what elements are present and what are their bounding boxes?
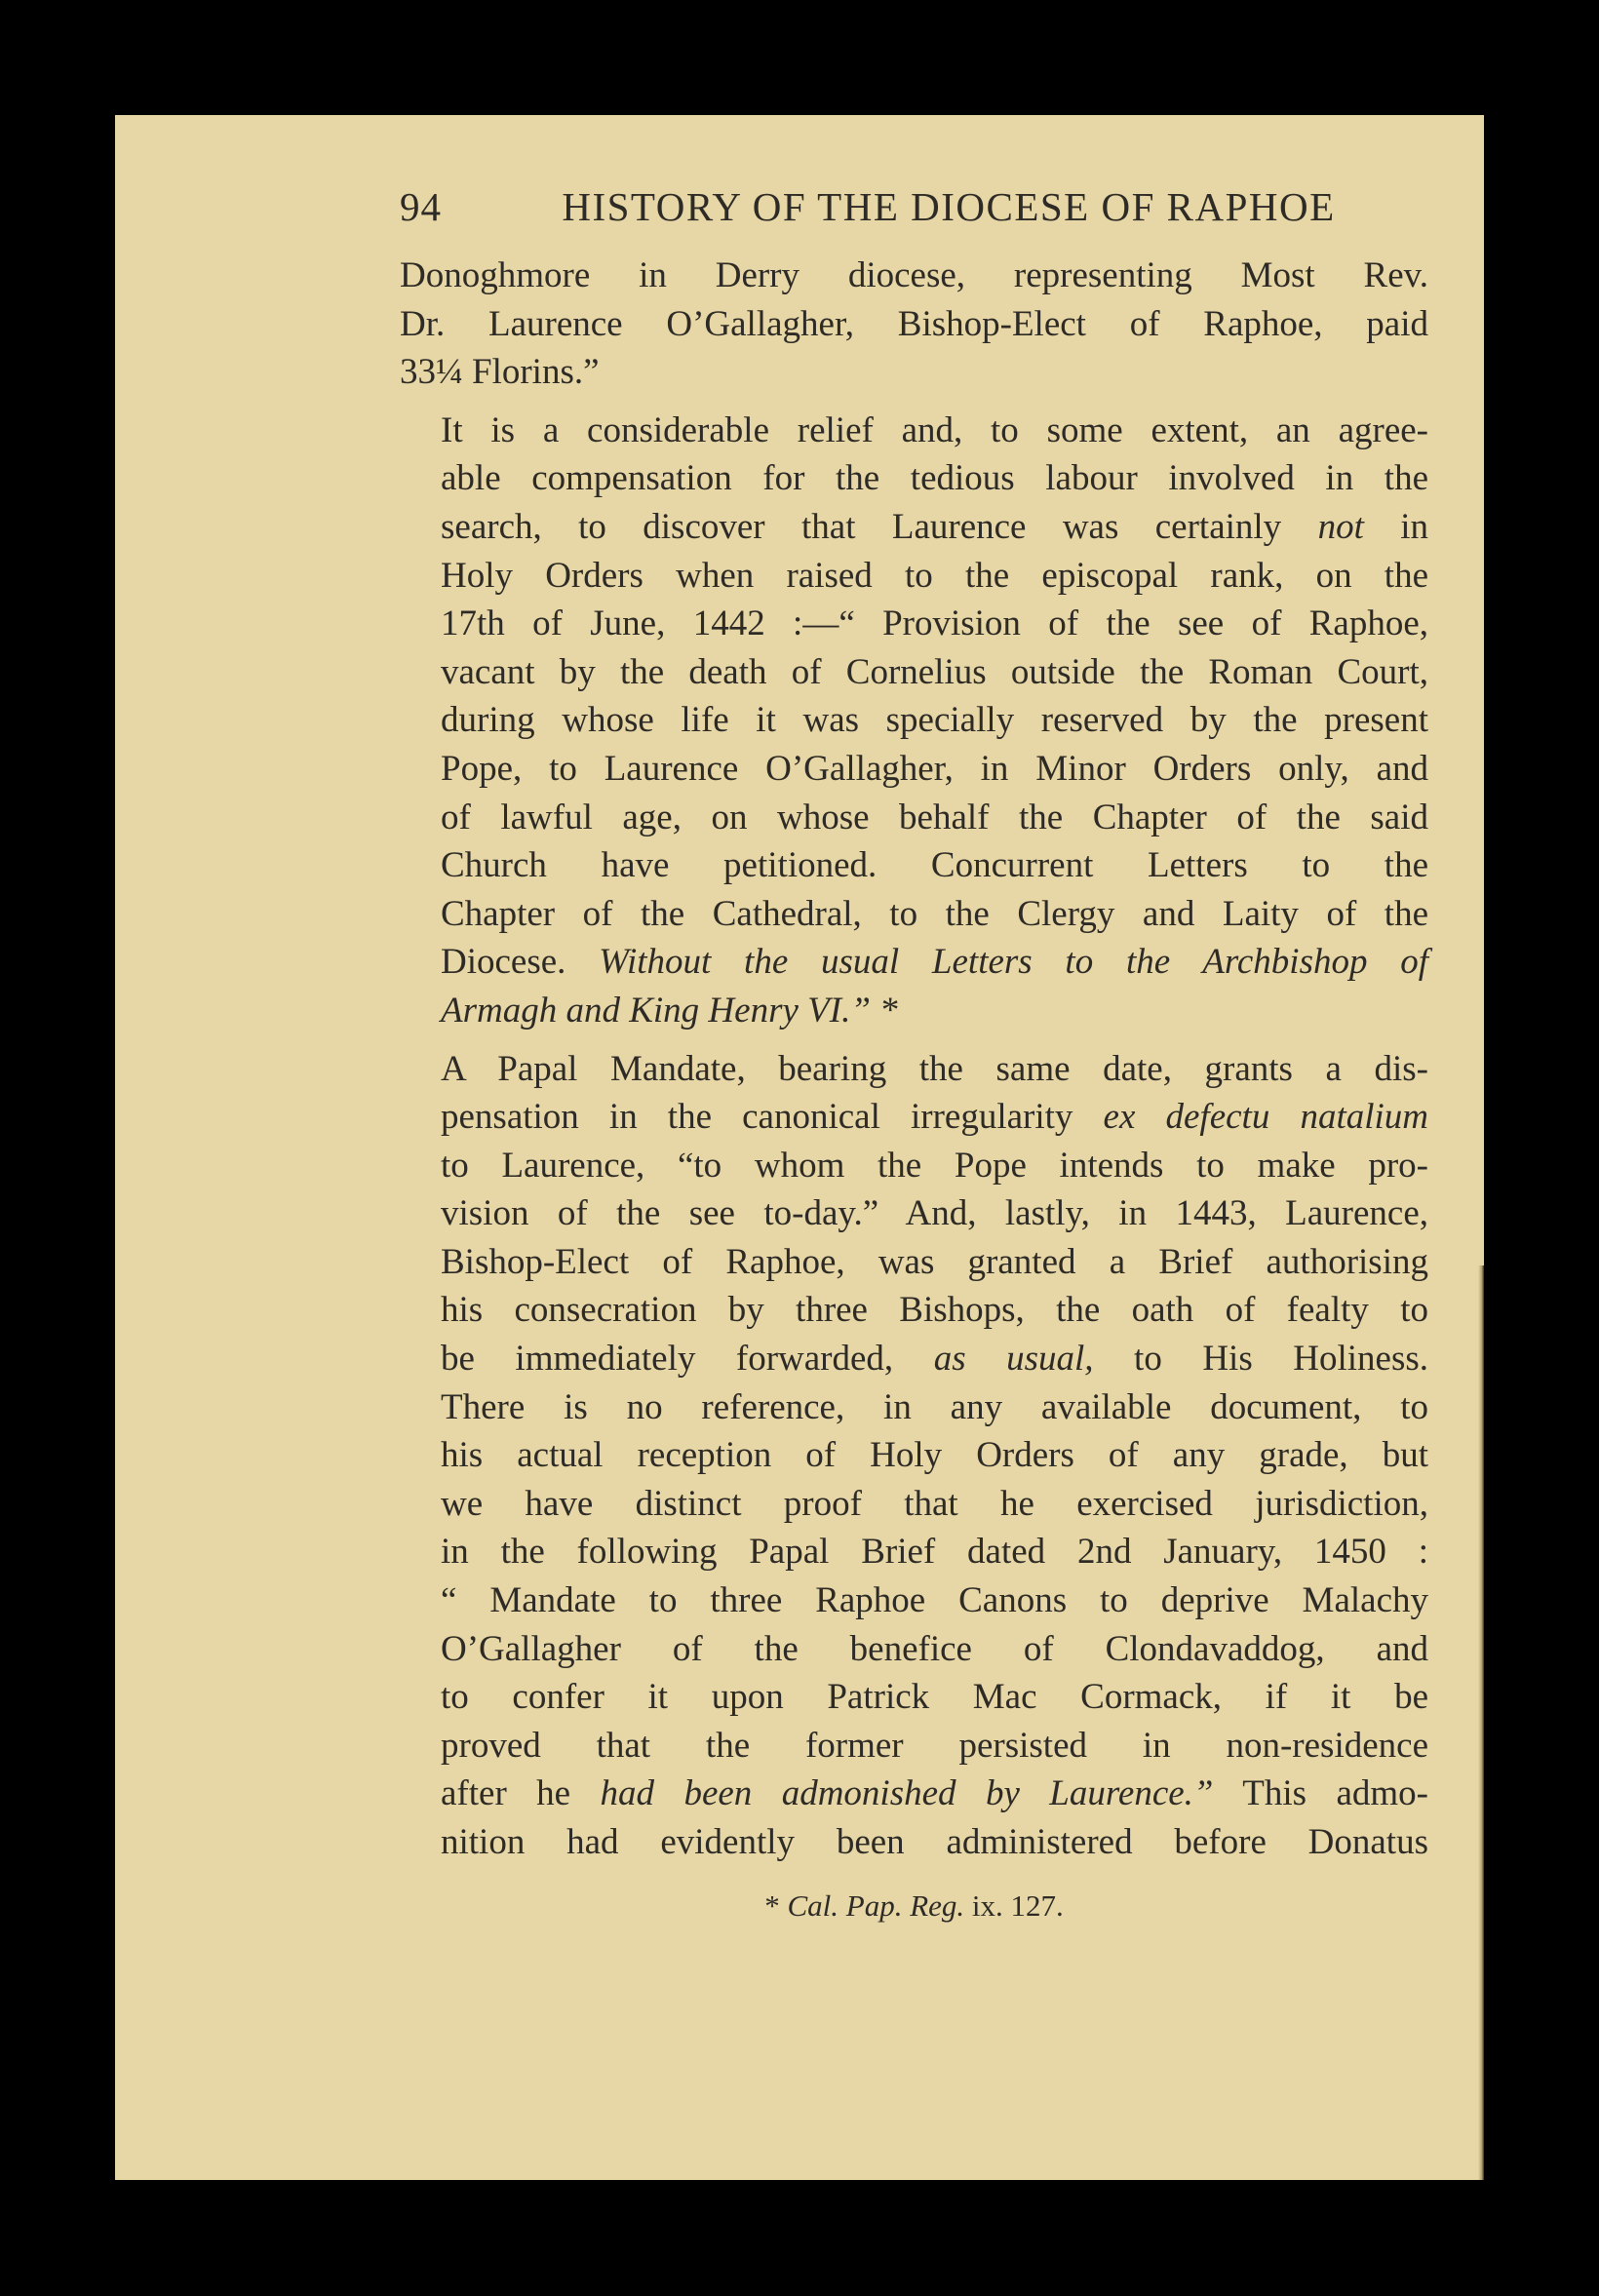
text-line: “ Mandate to three Raphoe Canons to deprive Malachy [441,1580,1428,1621]
text-line: in the following Papal Brief dated 2nd January, 1450 : [441,1532,1428,1573]
text-line: Donoghmore in Derry diocese, representing Most Rev. [400,255,1428,295]
text-line: It is a considerable relief and, to some extent, an agree- [441,409,1428,450]
italic-text: not [1317,506,1364,547]
page-content [400,183,1428,1924]
text-line [400,503,1428,552]
text-segment: after he [441,1773,571,1814]
text-line: his consecration by three Bishops, the oath of fealty to [441,1290,1428,1331]
text-line: Pope, to Laurence O’Gallagher, in Minor Orders only, and [441,748,1428,789]
text-line [400,1770,1428,1818]
text-line: Chapter of the Cathedral, to the Clergy and Laity of the [441,893,1428,934]
footnote-marker: * [764,1887,780,1923]
text-line [400,1335,1428,1383]
footnote-reference: ix. 127. [971,1887,1064,1923]
text-line: to confer it upon Patrick Mac Cormack, if it be [441,1677,1428,1718]
italic-text: as usual, [933,1339,1094,1380]
running-header [400,183,1428,230]
footnote [400,1888,1428,1924]
text-line: to Laurence, “to whom the Pope intends to make pro- [441,1145,1428,1186]
text-segment: This admo- [1242,1773,1428,1814]
text-line: we have distinct proof that he exercised jurisdiction, [441,1483,1428,1524]
paragraph-1 [400,252,1428,397]
running-title: HISTORY OF THE DIOCESE OF RAPHOE [562,184,1336,229]
italic-text: Armagh and King Henry VI.” * [441,990,898,1031]
footnote-citation: Cal. Pap. Reg. [787,1887,965,1923]
page-number: 94 [400,184,442,229]
text-line: There is no reference, in any available document, to [441,1386,1428,1427]
text-segment: be immediately forwarded, [441,1339,894,1380]
text-line: Bishop-Elect of Raphoe, was granted a Brief authorising [441,1241,1428,1282]
text-segment: to His Holiness. [1134,1339,1428,1380]
text-segment: Diocese. [441,942,566,983]
text-line: Holy Orders when raised to the episcopal rank, on the [441,555,1428,596]
text-line: Church have petitioned. Concurrent Letters to the [441,845,1428,886]
text-line: 33¼ Florins.” [400,352,600,393]
italic-text: had been admonished by Laurence.” [600,1773,1214,1814]
text-segment: pensation in the canonical irregularity [441,1097,1073,1138]
text-line: A Papal Mandate, bearing the same date, grants a dis- [441,1048,1428,1089]
text-line: proved that the former persisted in non-residence [441,1725,1428,1766]
text-line [400,938,1428,987]
text-line: O’Gallagher of the benefice of Clondavaddog, and [441,1628,1428,1669]
paragraph-2 [400,407,1428,1035]
text-segment: in [1400,506,1428,547]
italic-text: ex defectu natalium [1103,1097,1429,1138]
text-line: 17th of June, 1442 :—“ Provision of the see of Raphoe, [441,603,1428,644]
text-line [400,987,1428,1035]
text-line: nition had evidently been administered before Donatus [441,1822,1428,1862]
book-page [115,115,1484,2180]
text-segment: search, to discover that Laurence was certainly [441,506,1282,547]
paragraph-3 [400,1045,1428,1867]
text-line: vision of the see to-day.” And, lastly, in 1443, Laurence, [441,1193,1428,1234]
text-line: of lawful age, on whose behalf the Chapter of the said [441,797,1428,837]
text-line: vacant by the death of Cornelius outside the Roman Court, [441,651,1428,692]
text-line: during whose life it was specially reserved by the present [441,700,1428,741]
page-edge-shadow [1478,1265,1484,2180]
text-line: his actual reception of Holy Orders of any grade, but [441,1435,1428,1476]
italic-text: Without the usual Letters to the Archbishop of [599,942,1428,983]
text-line: able compensation for the tedious labour involved in the [441,458,1428,499]
text-line: Dr. Laurence O’Gallagher, Bishop-Elect of Raphoe, paid [400,303,1428,344]
text-line [400,1093,1428,1142]
